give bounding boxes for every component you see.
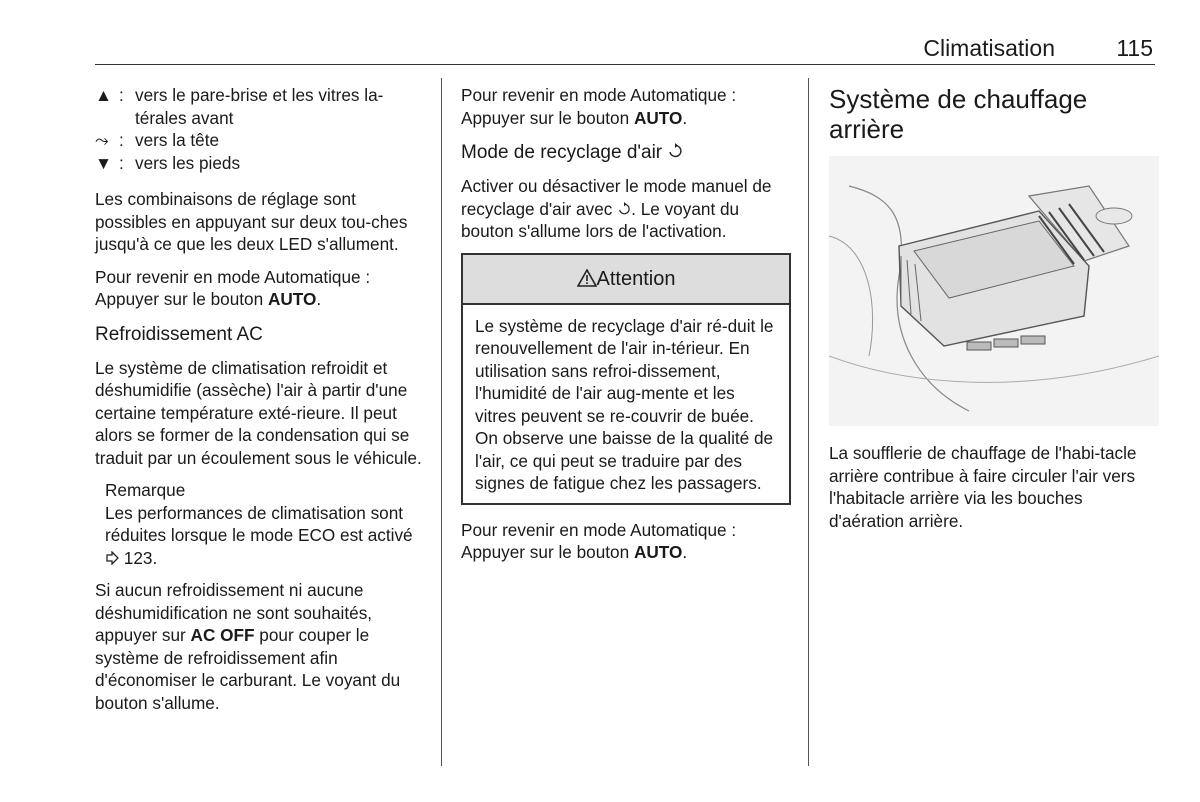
remark-text: Les performances de climatisation sont réduites lorsque le mode ECO est activé bbox=[105, 502, 413, 545]
section-title: Climatisation bbox=[923, 35, 1055, 61]
attention-text: Le système de recyclage d'air ré-duit le renouvellement de l'air in-térieur. En utilisation sans refroi-dissement, l'humidité de l'air aug-mente et les vitres peuvent se re-couvrir de buée. On observe une baisse de la qualité de l'air, ce qui peut se traduire par des signes de fatigue chez les passagers. bbox=[475, 315, 774, 493]
attention-header bbox=[463, 255, 789, 305]
heading-recycle: Mode de recyclage d'air bbox=[461, 141, 791, 165]
paragraph: Activer ou désactiver le mode manuel de recyclage d'air avec . Le voyant du bouton s'allume lors de l'activation. bbox=[461, 176, 772, 241]
heading-ac-cooling: Refroidissement AC bbox=[95, 323, 263, 345]
rear-heater-drawing bbox=[829, 156, 1159, 426]
column-divider bbox=[808, 78, 809, 766]
page-header bbox=[95, 30, 1155, 65]
paragraph: Le système de climatisation refroidit et déshumidifie (assèche) l'air à partir d'une certaine température exté-rieure. Il peut alors se former de la condensation qui se traduit par un écoulement sous le véhicule. bbox=[95, 357, 422, 468]
column-left bbox=[95, 84, 425, 724]
paragraph: Pour revenir en mode Automatique : Appuyer sur le bouton AUTO. bbox=[95, 266, 371, 309]
direction-up-text: vers le pare-brise et les vitres la-térales avant bbox=[135, 85, 384, 128]
paragraph: Si aucun refroidissement ni aucune déshumidification ne sont souhaités, appuyer sur AC OFF pour couper le système de refroidissement afin d'économiser le carburant. Le voyant du bouton s'allume. bbox=[95, 580, 401, 713]
direction-down-row: ▼ : vers les pieds bbox=[95, 152, 425, 175]
heading-rear-heating: Système de chauffage arrière bbox=[829, 84, 1088, 144]
attention-title: Attention bbox=[596, 267, 676, 290]
attention-box bbox=[461, 253, 791, 505]
column-divider bbox=[441, 78, 442, 766]
page-number: 115 bbox=[1116, 35, 1153, 61]
paragraph: La soufflerie de chauffage de l'habi-tacle arrière contribue à faire circuler l'air vers l'habitacle arrière via les bouches d'aération arrière. bbox=[829, 443, 1137, 531]
arrow-down-icon: ▼ bbox=[95, 152, 113, 173]
page-reference-arrow-icon bbox=[105, 551, 119, 565]
recycle-icon bbox=[667, 143, 683, 159]
head-vent-icon: ⤳ bbox=[95, 130, 109, 150]
direction-head-row: ⤳ : vers la tête bbox=[95, 129, 425, 152]
warning-triangle-icon bbox=[577, 269, 597, 287]
paragraph: Les combinaisons de réglage sont possibles en appuyant sur deux tou-ches jusqu'à ce que les deux LED s'allument. bbox=[95, 189, 408, 254]
recycle-icon bbox=[617, 202, 631, 216]
remark-note bbox=[105, 479, 425, 569]
rear-heater-illustration bbox=[829, 156, 1159, 426]
arrow-up-icon: ▲ bbox=[95, 85, 113, 105]
paragraph: Pour revenir en mode Automatique : Appuyer sur le bouton AUTO. bbox=[461, 519, 737, 562]
column-right bbox=[829, 84, 1159, 542]
direction-down-text: vers les pieds bbox=[135, 152, 241, 173]
remark-ref: 123. bbox=[123, 547, 158, 568]
remark-title: Remarque bbox=[105, 480, 186, 500]
paragraph: Pour revenir en mode Automatique : Appuyer sur le bouton AUTO. bbox=[461, 85, 737, 128]
column-middle bbox=[461, 84, 791, 574]
direction-up-row: ▲ : vers le pare-brise et les vitres la-térales avant bbox=[95, 84, 425, 129]
direction-head-text: vers la tête bbox=[135, 130, 220, 150]
